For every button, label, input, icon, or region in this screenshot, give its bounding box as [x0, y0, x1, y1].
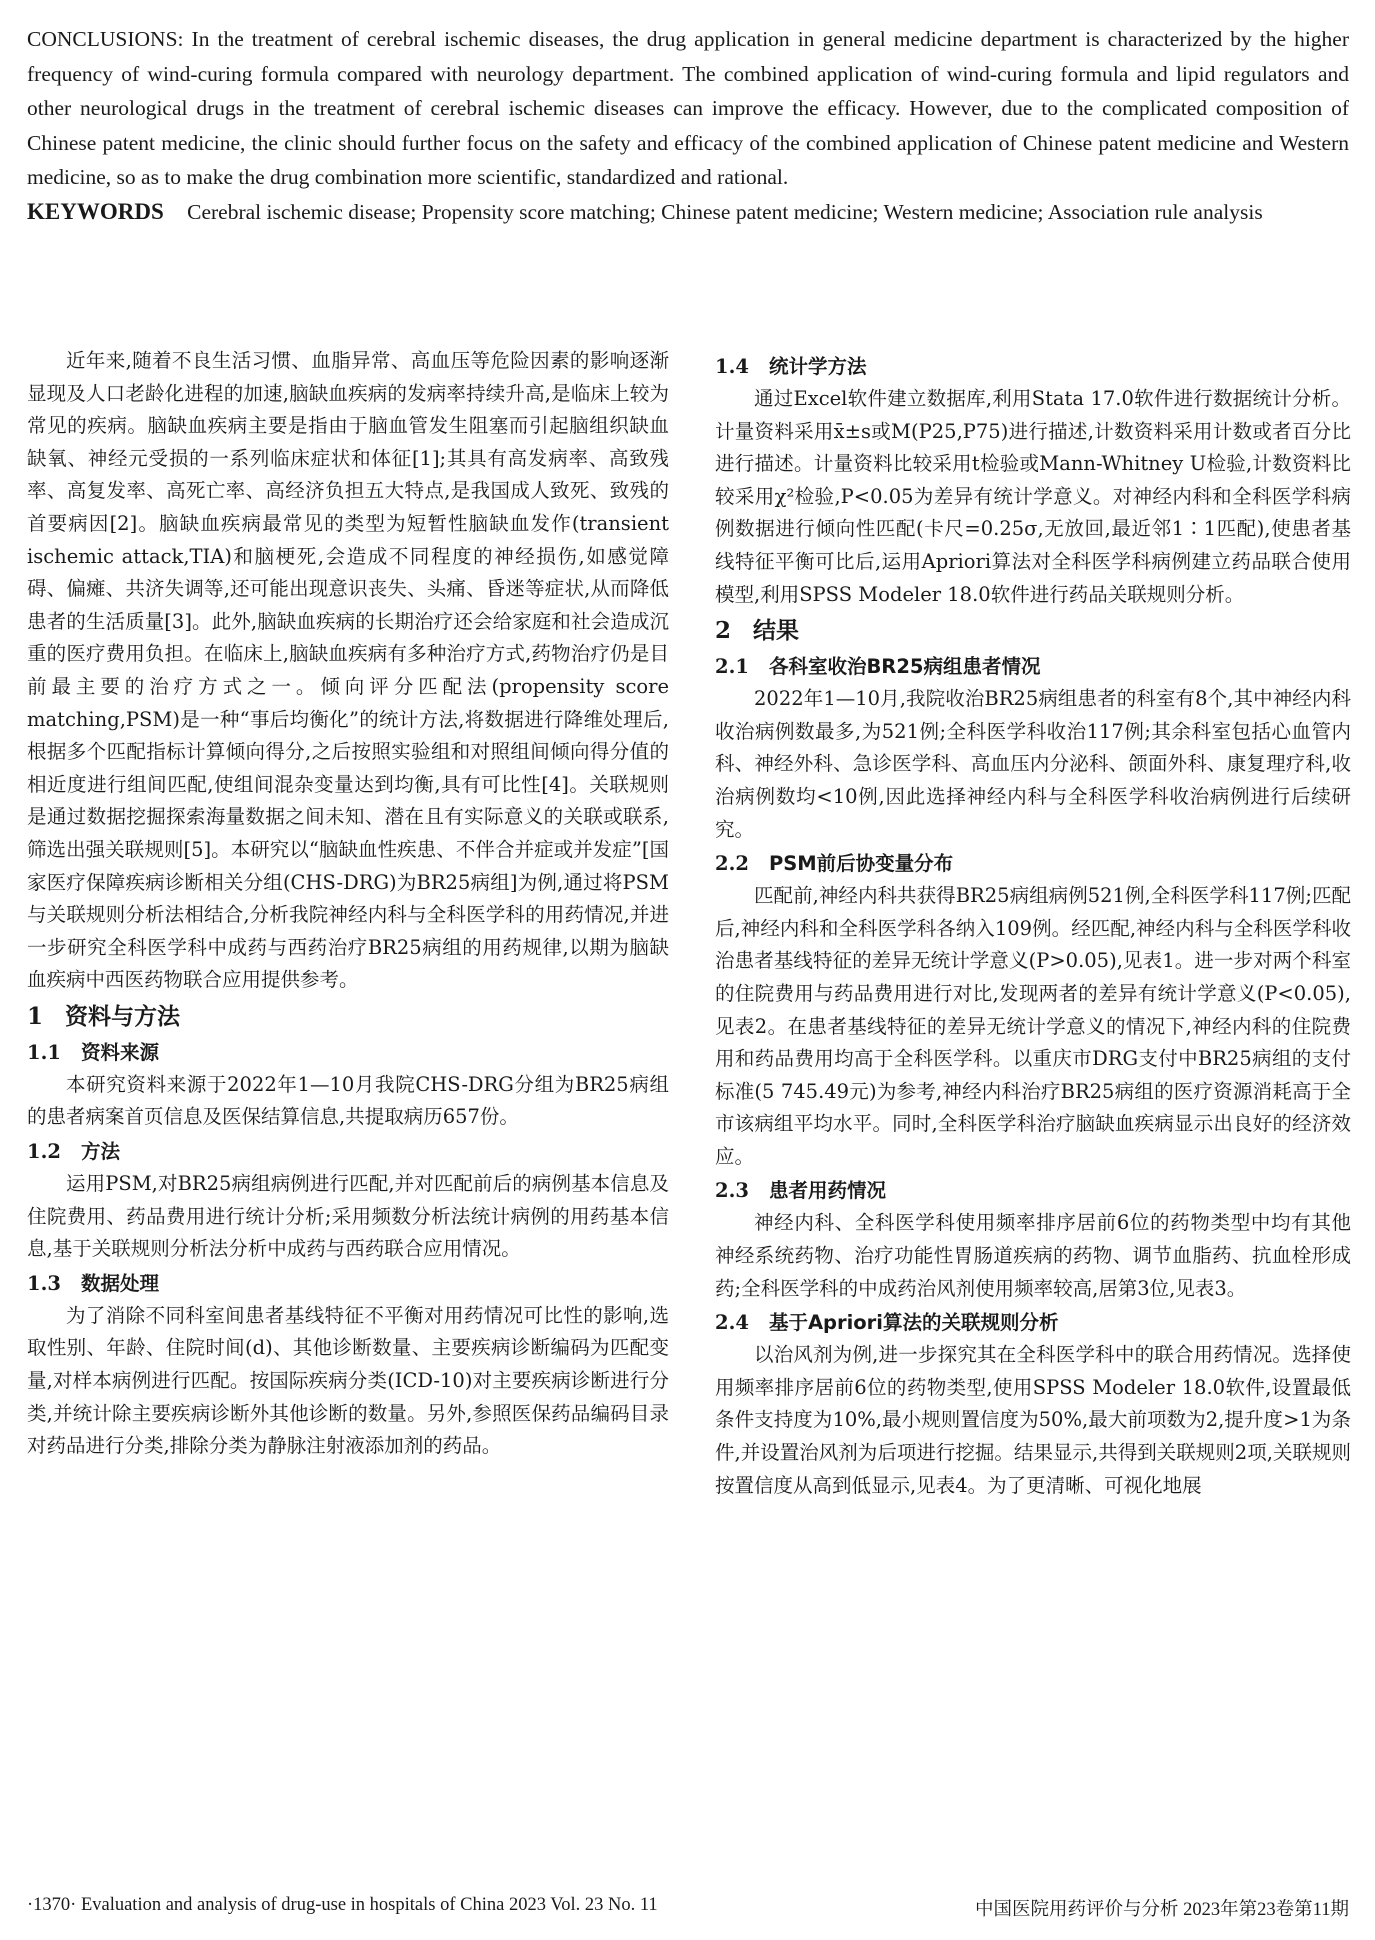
- subsection-heading: [715, 650, 1351, 683]
- section-heading: [27, 999, 669, 1035]
- conclusions-text: In the treatment of cerebral ischemic diseases, the drug application in general medicine department is characterized by the higher frequency of wind-curing formula compared with neurology department. The combined application of wind-curing formula and lipid regulators and other neurological drugs in the treatment of cerebral ischemic diseases can improve the efficacy. However, due to the complicated composition of Chinese patent medicine, the clinic should further focus on the safety and efficacy of the combined application of Chinese patent medicine and Western medicine, so as to make the drug combination more scientific, standardized and rational.: [27, 27, 1349, 190]
- keywords-text: Cerebral ischemic disease; Propensity score matching; Chinese patent medicine; Western medicine; Association rule analysis: [187, 199, 1263, 224]
- page-footer: [27, 1895, 1349, 1921]
- footer-left: ·1370· Evaluation and analysis of drug-use in hospitals of China 2023 Vol. 23 No. 11: [27, 1895, 658, 1915]
- subsection-title: 各科室收治BR25病组患者情况: [768, 655, 1041, 679]
- left-column: [27, 345, 669, 1463]
- subsection-number: 2.3: [715, 1179, 749, 1203]
- subsection-title: 资料来源: [80, 1040, 159, 1064]
- section-heading: [715, 613, 1351, 649]
- section-title: 结果: [753, 617, 800, 645]
- subsection-paragraph: 通过Excel软件建立数据库,利用Stata 17.0软件进行数据统计分析。计量资料采用x̄±s或M(P25,P75)进行描述,计数资料采用计数或者百分比进行描述。计量资料比较采用t检验或Mann-Whitney U检验,计数资料比较采用χ²检验,P<0.05为差异有统计学意义。对神经内科和全科医学科病例数据进行倾向性匹配(卡尺=0.25σ,无放回,最近邻1∶1匹配),使患者基线特征平衡可比后,运用Apriori算法对全科医学科病例建立药品联合使用模型,利用SPSS Modeler 18.0软件进行药品关联规则分析。: [715, 387, 1351, 606]
- subsection-heading: [715, 847, 1351, 880]
- english-abstract: [27, 22, 1349, 230]
- subsection-title: 患者用药情况: [768, 1179, 886, 1203]
- subsection-number: 2.4: [715, 1311, 749, 1335]
- keywords-paragraph: [27, 195, 1349, 230]
- subsection-number: 2.2: [715, 852, 749, 876]
- subsection-heading: [715, 350, 1351, 383]
- subsection-number: 1.3: [27, 1271, 61, 1295]
- subsection-paragraph: 为了消除不同科室间患者基线特征不平衡对用药情况可比性的影响,选取性别、年龄、住院时间(d)、其他诊断数量、主要疾病诊断编码为匹配变量,对样本病例进行匹配。按国际疾病分类(ICD-10)对主要疾病诊断进行分类,并统计除主要疾病诊断外其他诊断的数量。另外,参照医保药品编码目录对药品进行分类,排除分类为静脉注射液添加剂的药品。: [27, 1303, 669, 1458]
- subsection-title: PSM前后协变量分布: [768, 852, 954, 876]
- subsection-paragraph: 神经内科、全科医学科使用频率排序居前6位的药物类型中均有其他神经系统药物、治疗功能性胃肠道疾病的药物、调节血脂药、抗血栓形成药;全科医学科的中成药治风剂使用频率较高,居第3位,见表3。: [715, 1211, 1351, 1300]
- subsection-heading: [715, 1174, 1351, 1207]
- subsection-paragraph: 本研究资料来源于2022年1—10月我院CHS-DRG分组为BR25病组的患者病案首页信息及医保结算信息,共提取病历657份。: [27, 1072, 669, 1129]
- subsection-paragraph: 以治风剂为例,进一步探究其在全科医学科中的联合用药情况。选择使用频率排序居前6位的药物类型,使用SPSS Modeler 18.0软件,设置最低条件支持度为10%,最小规则置信度为50%,最大前项数为2,提升度>1为条件,并设置治风剂为后项进行挖掘。结果显示,共得到关联规则2项,关联规则按置信度从高到低显示,见表4。为了更清晰、可视化地展: [715, 1343, 1351, 1497]
- conclusions-paragraph: [27, 22, 1349, 195]
- section-number: 2: [715, 617, 732, 645]
- subsection-heading: [27, 1267, 669, 1300]
- subsection-number: 1.1: [27, 1040, 61, 1064]
- section-title: 资料与方法: [65, 1002, 181, 1030]
- subsection-number: 1.4: [715, 355, 749, 378]
- right-column: [715, 349, 1351, 1502]
- footer-right: 中国医院用药评价与分析 2023年第23卷第11期: [975, 1900, 1349, 1920]
- conclusions-label: CONCLUSIONS:: [27, 27, 184, 51]
- subsection-title: 数据处理: [80, 1271, 159, 1295]
- subsection-heading: [27, 1036, 669, 1069]
- subsection-title: 基于Apriori算法的关联规则分析: [768, 1311, 1059, 1335]
- subsection-title: 方法: [80, 1140, 120, 1164]
- subsection-paragraph: 运用PSM,对BR25病组病例进行匹配,并对匹配前后的病例基本信息及住院费用、药品费用进行统计分析;采用频数分析法统计病例的用药基本信息,基于关联规则分析法分析中成药与西药联合应用情况。: [27, 1172, 669, 1261]
- keywords-label: KEYWORDS: [27, 198, 164, 224]
- subsection-paragraph: 匹配前,神经内科共获得BR25病组病例521例,全科医学科117例;匹配后,神经内科和全科医学科各纳入109例。经匹配,神经内科与全科医学科收治患者基线特征的差异无统计学意义(P>0.05),见表1。进一步对两个科室的住院费用与药品费用进行对比,发现两者的差异有统计学意义(P<0.05),见表2。在患者基线特征的差异无统计学意义的情况下,神经内科的住院费用和药品费用均高于全科医学科。以重庆市DRG支付中BR25病组的支付标准(5 745.49元)为参考,神经内科治疗BR25病组的医疗资源消耗高于全市该病组平均水平。同时,全科医学科治疗脑缺血疾病显示出良好的经济效应。: [715, 884, 1351, 1168]
- introduction-paragraph: 近年来,随着不良生活习惯、血脂异常、高血压等危险因素的影响逐渐显现及人口老龄化进程的加速,脑缺血疾病的发病率持续升高,是临床上较为常见的疾病。脑缺血疾病主要是指由于脑血管发生阻塞而引起脑组织缺血缺氧、神经元受损的一系列临床症状和体征[1];其具有高发病率、高致残率、高复发率、高死亡率、高经济负担五大特点,是我国成人致死、致残的首要病因[2]。脑缺血疾病最常见的类型为短暂性脑缺血发作(transient ischemic attack,TIA)和脑梗死,会造成不同程度的神经损伤,如感觉障碍、偏瘫、共济失调等,还可能出现意识丧失、头痛、昏迷等症状,从而降低患者的生活质量[3]。此外,脑缺血疾病的长期治疗还会给家庭和社会造成沉重的医疗费用负担。在临床上,脑缺血疾病有多种治疗方式,药物治疗仍是目前最主要的治疗方式之一。倾向评分匹配法(propensity score matching,PSM)是一种“事后均衡化”的统计方法,将数据进行降维处理后,根据多个匹配指标计算倾向得分,之后按照实验组和对照组间倾向得分值的相近度进行组间匹配,使组间混杂变量达到均衡,具有可比性[4]。关联规则是通过数据挖掘探索海量数据之间未知、潜在且有实际意义的关联或联系,筛选出强关联规则[5]。本研究以“脑缺血性疾患、不伴合并症或并发症”[国家医疗保障疾病诊断相关分组(CHS-DRG)为BR25病组]为例,通过将PSM与关联规则分析法相结合,分析我院神经内科与全科医学科的用药情况,并进一步研究全科医学科中成药与西药治疗BR25病组的用药规律,以期为脑缺血疾病中西医药物联合应用提供参考。: [27, 349, 669, 992]
- subsection-number: 1.2: [27, 1140, 61, 1164]
- section-number: 1: [27, 1002, 44, 1030]
- subsection-paragraph: 2022年1—10月,我院收治BR25病组患者的科室有8个,其中神经内科收治病例数最多,为521例;全科医学科收治117例;其余科室包括心血管内科、神经外科、急诊医学科、高血压内分泌科、颌面外科、康复理疗科,收治病例数均<10例,因此选择神经内科与全科医学科收治病例进行后续研究。: [715, 687, 1351, 841]
- subsection-heading: [715, 1306, 1351, 1339]
- subsection-title: 统计学方法: [768, 355, 867, 378]
- subsection-heading: [27, 1135, 669, 1168]
- subsection-number: 2.1: [715, 655, 749, 679]
